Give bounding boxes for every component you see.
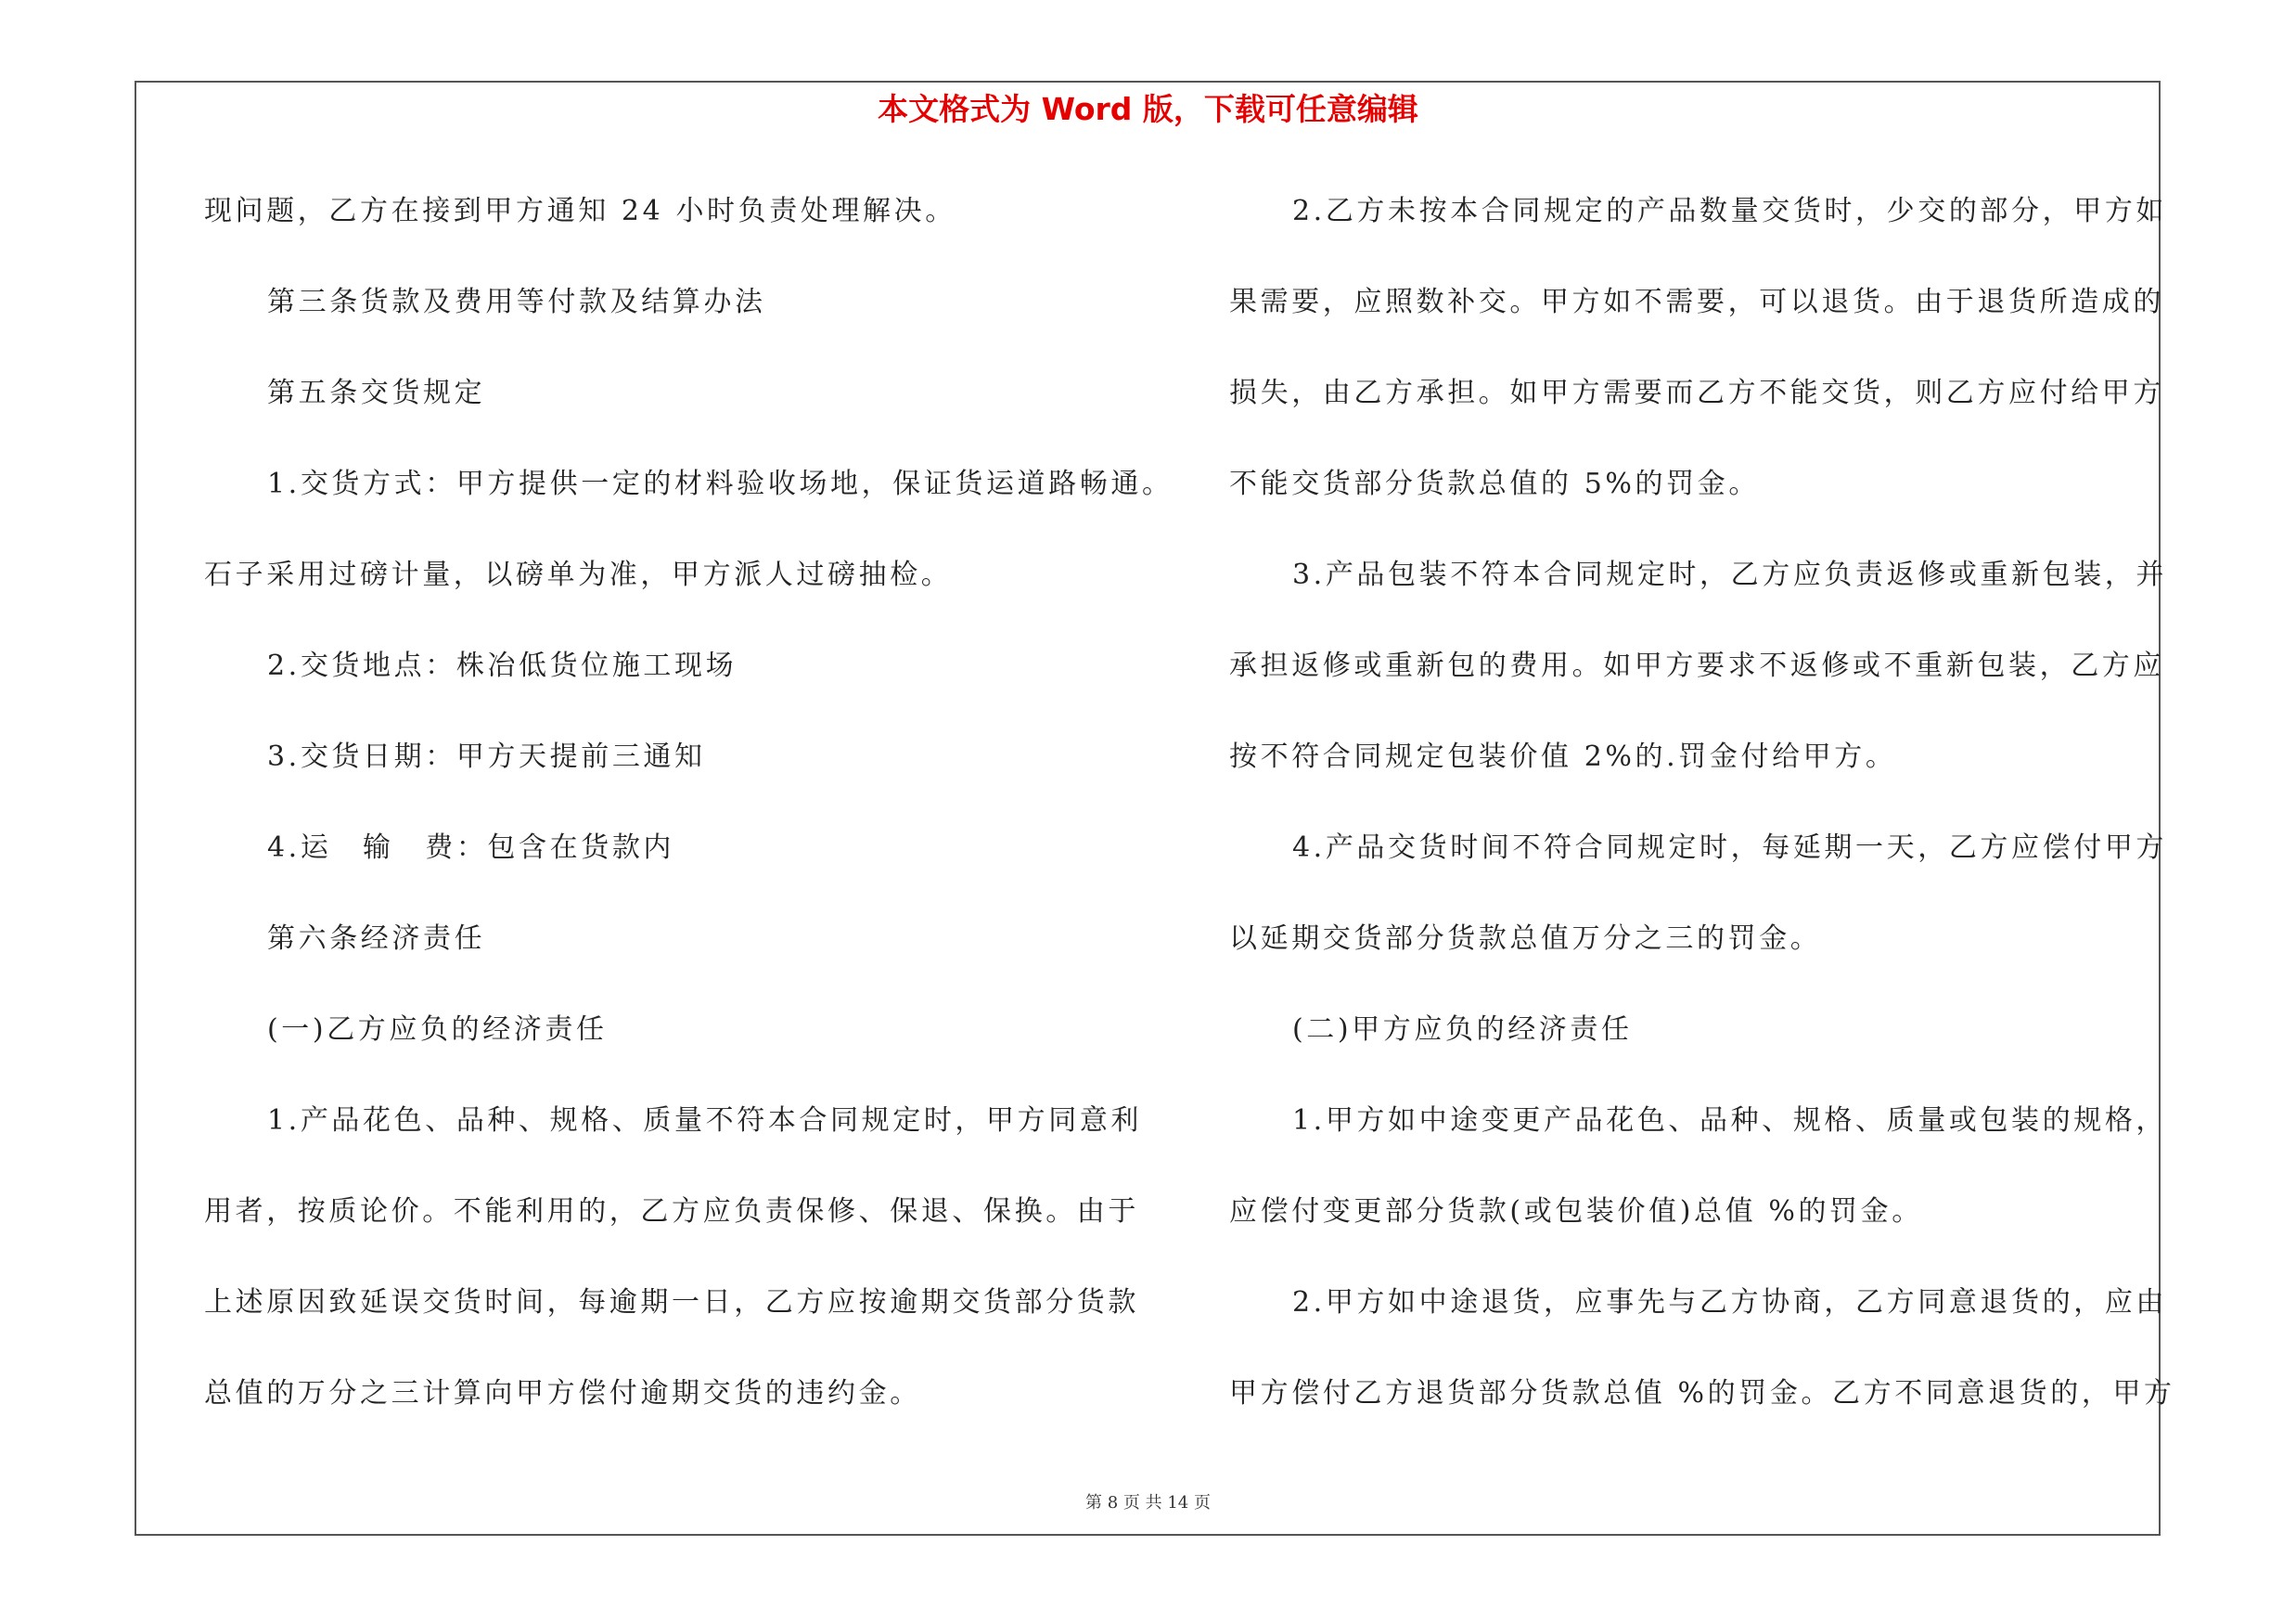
paragraph-line: 用者，按质论价。不能利用的，乙方应负责保修、保退、保换。由于 (204, 1195, 1139, 1228)
paragraph-line: 3.交货日期：甲方天提前三通知 (267, 741, 706, 773)
paragraph-line: 2.乙方未按本合同规定的产品数量交货时，少交的部分，甲方如 (1292, 195, 2168, 227)
left-column (204, 184, 1174, 1457)
paragraph-line: 第三条货款及费用等付款及结算办法 (267, 286, 766, 318)
page-number: 第 8 页 共 14 页 (1085, 1493, 1211, 1513)
paragraph-line: 以延期交货部分货款总值万分之三的罚金。 (1229, 922, 1822, 955)
format-banner: 本文格式为 Word 版，下载可任意编辑 (878, 91, 1418, 127)
paragraph-line: 按不符合同规定包装价值 2%的.罚金付给甲方。 (1229, 741, 1897, 773)
paragraph-line: 果需要，应照数补交。甲方如不需要，可以退货。由于退货所造成的 (1229, 286, 2164, 318)
paragraph-line: 损失，由乙方承担。如甲方需要而乙方不能交货，则乙方应付给甲方 (1229, 377, 2164, 409)
paragraph-line: 2.甲方如中途退货，应事先与乙方协商，乙方同意退货的，应由 (1292, 1286, 2168, 1319)
paragraph-line: 1.甲方如中途变更产品花色、品种、规格、质量或包装的规格， (1292, 1104, 2168, 1137)
paragraph-line: 2.交货地点：株冶低货位施工现场 (267, 650, 738, 682)
paragraph-line: 1.交货方式：甲方提供一定的材料验收场地，保证货运道路畅通。 (267, 468, 1174, 500)
paragraph-line: 不能交货部分货款总值的 5%的罚金。 (1229, 468, 1760, 500)
paragraph-line: 总值的万分之三计算向甲方偿付逾期交货的违约金。 (204, 1377, 921, 1410)
paragraph-line: 应偿付变更部分货款(或包装价值)总值 %的罚金。 (1229, 1195, 1923, 1228)
paragraph-line: 1.产品花色、品种、规格、质量不符本合同规定时，甲方同意利 (267, 1104, 1143, 1137)
paragraph-line: 4.产品交货时间不符合同规定时，每延期一天，乙方应偿付甲方 (1292, 831, 2168, 864)
paragraph-line: (一)乙方应负的经济责任 (267, 1013, 608, 1046)
paragraph-line: 现问题，乙方在接到甲方通知 24 小时负责处理解决。 (204, 195, 956, 227)
paragraph-line: 上述原因致延误交货时间，每逾期一日，乙方应按逾期交货部分货款 (204, 1286, 1139, 1319)
paragraph-line: 4.运 输 费：包含在货款内 (267, 831, 675, 864)
paragraph-line: 第六条经济责任 (267, 922, 486, 955)
paragraph-line: 3.产品包装不符本合同规定时，乙方应负责返修或重新包装，并 (1292, 559, 2168, 591)
paragraph-line: 承担返修或重新包的费用。如甲方要求不返修或不重新包装，乙方应 (1229, 650, 2164, 682)
paragraph-line: 第五条交货规定 (267, 377, 486, 409)
right-column (1229, 184, 2175, 1457)
paragraph-line: 石子采用过磅计量，以磅单为准，甲方派人过磅抽检。 (204, 559, 953, 591)
paragraph-line: (二)甲方应负的经济责任 (1292, 1013, 1633, 1046)
paragraph-line: 甲方偿付乙方退货部分货款总值 %的罚金。乙方不同意退货的，甲方 (1229, 1377, 2175, 1410)
